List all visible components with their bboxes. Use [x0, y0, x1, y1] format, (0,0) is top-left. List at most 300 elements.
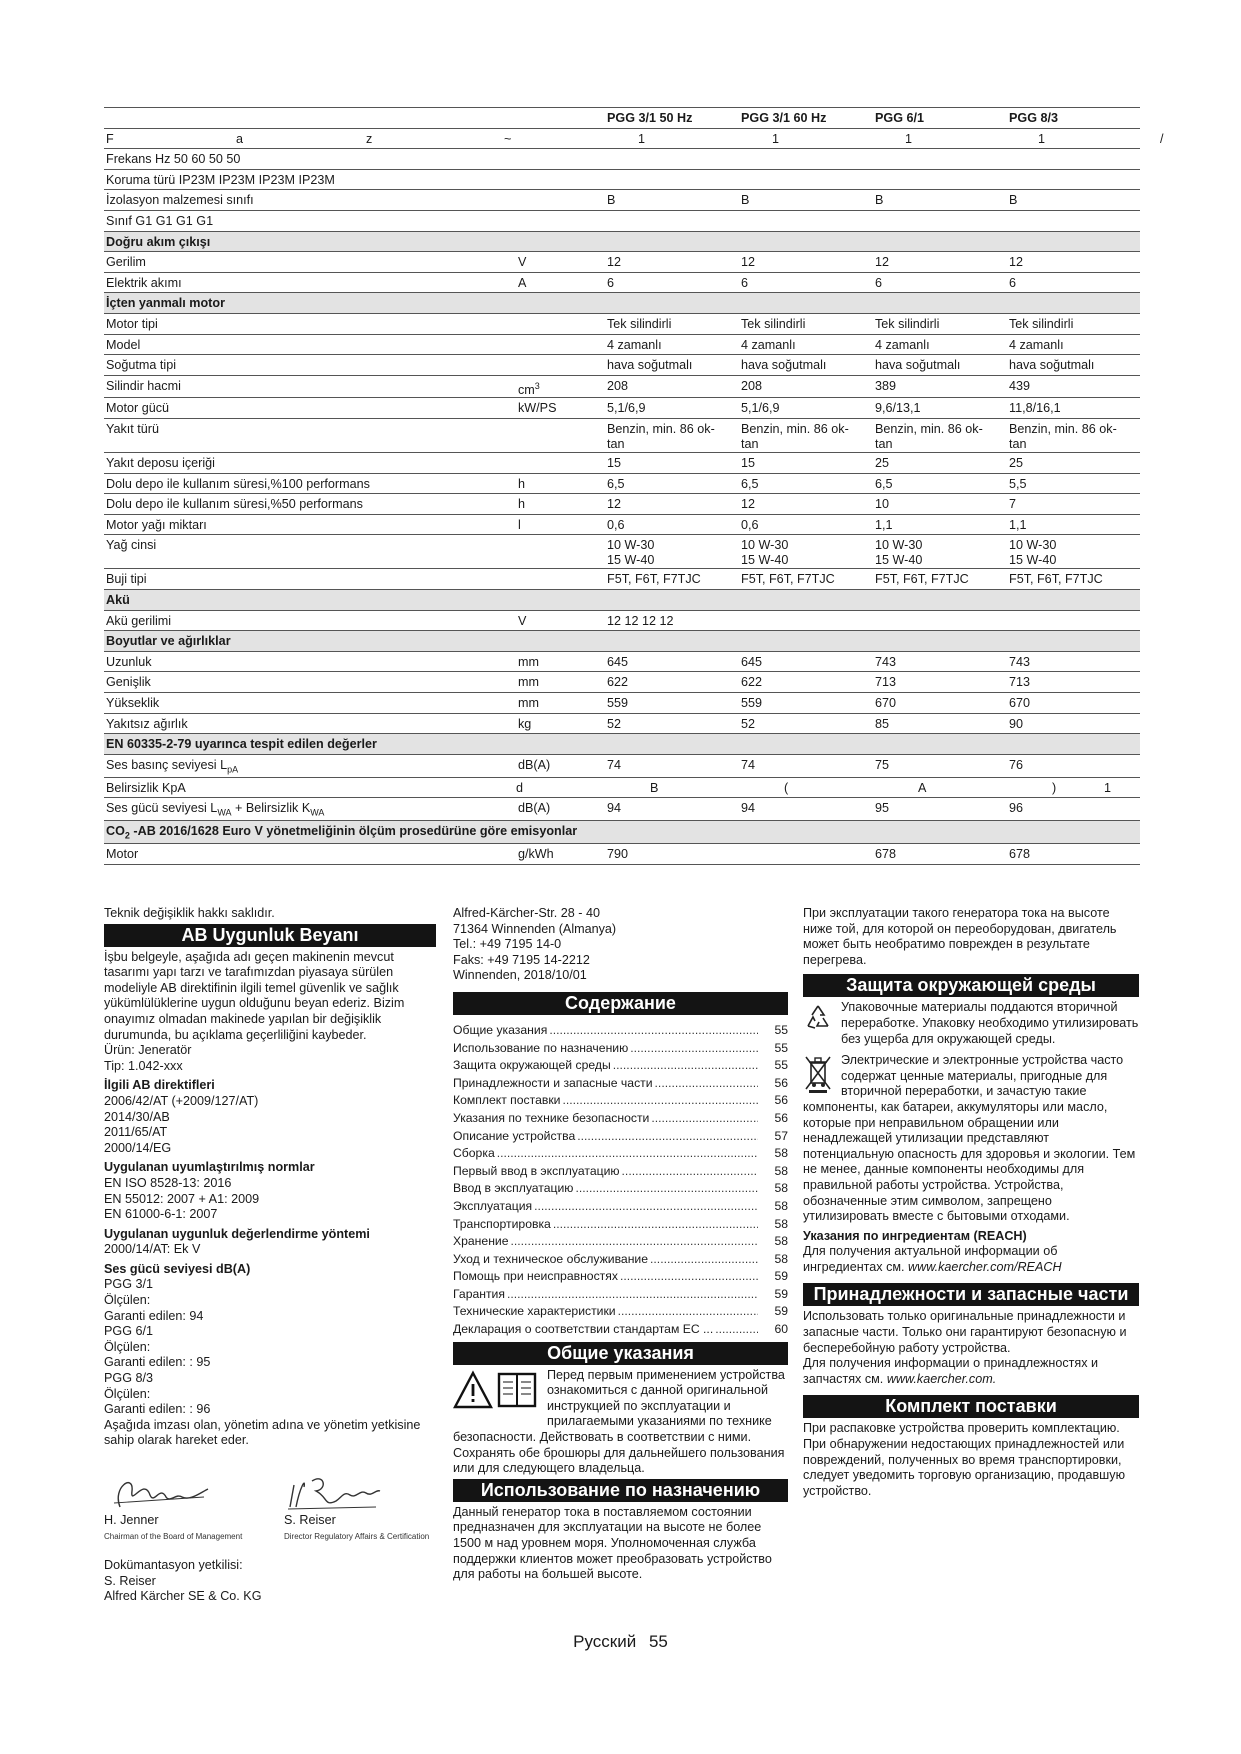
spec-header-row — [104, 108, 1140, 129]
toc-entry[interactable] — [453, 1162, 788, 1180]
spec-value: 25 — [1007, 453, 1140, 474]
accessories-link[interactable]: www.kaercher.com. — [886, 1371, 997, 1386]
spec-row — [104, 453, 1140, 474]
toc-page: 55 — [774, 1022, 788, 1037]
spec-section-row — [104, 734, 1140, 755]
spec-value: 52 — [605, 713, 739, 734]
spec-unit: g/kWh — [516, 844, 605, 865]
accessories-text-2-body: Для получения информации о принадлежностях и запчастях см. — [803, 1356, 1099, 1386]
spec-unit: kW/PS — [516, 398, 605, 419]
directives-list — [104, 1094, 436, 1156]
spec-label: Motor tipi — [104, 313, 516, 334]
spec-value: 7 — [1007, 494, 1140, 515]
spec-label: Motor — [104, 844, 516, 865]
spec-row — [104, 777, 1140, 798]
spec-value: 1,1 — [873, 514, 1007, 535]
spec-fragment: Belirsizlik KpA — [106, 780, 186, 795]
spec-header-cell: PGG 8/3 — [1007, 108, 1140, 129]
spec-label: Akü gerilimi — [104, 610, 516, 631]
accessories-text-2 — [803, 1356, 1139, 1387]
spec-label: Model — [104, 334, 516, 355]
sound-line: Ölçülen: — [104, 1293, 151, 1308]
spec-value: 96 — [1007, 798, 1140, 821]
spec-label: Genişlik — [104, 672, 516, 693]
spec-row — [104, 692, 1140, 713]
toc-label: Транспортировка — [453, 1216, 551, 1231]
general-text-2: Сохранять обе брошюры для дальнейшего пользования или для следующего владельца. — [453, 1445, 785, 1476]
spec-value: 645 — [605, 651, 739, 672]
spec-value: 743 — [1007, 651, 1140, 672]
spec-value: 5,1/6,9 — [739, 398, 873, 419]
spec-fragment: ( — [784, 780, 789, 795]
spec-value: 74 — [739, 754, 873, 777]
toc-entry[interactable] — [453, 1215, 788, 1233]
toc-page: 59 — [774, 1269, 788, 1284]
toc-label: Технические характеристики — [453, 1304, 616, 1319]
table-of-contents — [453, 1021, 788, 1338]
toc-label: Помощь при неисправностях — [453, 1269, 618, 1284]
spec-value — [873, 610, 1007, 631]
spec-header-cell: PGG 3/1 50 Hz — [605, 108, 739, 129]
spec-fragment: / — [1160, 131, 1164, 146]
spec-value: Tek silindirli — [739, 313, 873, 334]
spec-value — [739, 844, 873, 865]
reach-title: Указания по ингредиентам (REACH) — [803, 1228, 1027, 1243]
section-title-contents: Содержание — [453, 992, 788, 1015]
toc-label: Комплект поставки — [453, 1093, 561, 1108]
spec-label: Elektrik akımı — [104, 272, 516, 293]
spec-value: 4 zamanlı — [873, 334, 1007, 355]
spec-label: Yakıt türü — [104, 419, 516, 453]
spec-unit: mm — [516, 672, 605, 693]
toc-label: Использование по назначению — [453, 1040, 629, 1055]
toc-page: 55 — [774, 1040, 788, 1055]
sound-title: Ses gücü seviyesi dB(A) — [104, 1261, 251, 1276]
spec-value: 10 W-30 15 W-40 — [739, 535, 873, 569]
spec-value — [1007, 210, 1140, 231]
recycling-icon — [803, 1002, 833, 1032]
spec-label: Soğutma tipi — [104, 355, 516, 376]
spec-row — [104, 128, 1140, 149]
spec-header-cell — [516, 108, 605, 129]
spec-value: 10 — [873, 494, 1007, 515]
signer2-name: S. Reiser — [284, 1513, 336, 1527]
spec-value — [1007, 169, 1140, 190]
spec-value: B — [1007, 190, 1140, 211]
column-contents — [453, 906, 788, 1583]
toc-leader — [577, 1129, 758, 1145]
toc-entry[interactable] — [453, 1197, 788, 1215]
spec-value: 6 — [739, 272, 873, 293]
general-text: Перед первым применением устройства ознакомиться с данной оригинальной инструкцией по эксплуатации и прилагаемыми указаниями по технике безопасности. Действовать в соответствии с ними. — [453, 1367, 785, 1445]
directive-item: 2011/65/AT — [104, 1125, 168, 1140]
spec-value: 4 zamanlı — [605, 334, 739, 355]
spec-value: 75 — [873, 754, 1007, 777]
spec-value: 25 — [873, 453, 1007, 474]
spec-value: 15 — [605, 453, 739, 474]
spec-value: 743 — [873, 651, 1007, 672]
toc-entry[interactable] — [453, 1179, 788, 1197]
spec-value: 670 — [1007, 692, 1140, 713]
toc-page: 58 — [774, 1216, 788, 1231]
directive-item: 2000/14/EG — [104, 1140, 172, 1155]
spec-value — [873, 210, 1007, 231]
footer-page-number: 55 — [648, 1632, 668, 1651]
norm-item: EN ISO 8528-13: 2016 — [104, 1175, 232, 1190]
spec-row — [104, 375, 1140, 398]
spec-section-row — [104, 293, 1140, 314]
reach-link[interactable]: www.kaercher.com/REACH — [908, 1259, 1062, 1274]
spec-label: Yükseklik — [104, 692, 516, 713]
toc-entry[interactable] — [453, 1267, 788, 1285]
section-title-eu-declaration: AB Uygunluk Beyanı — [104, 924, 436, 947]
toc-entry[interactable] — [453, 1039, 788, 1057]
spec-value: F5T, F6T, F7TJC — [873, 569, 1007, 590]
spec-label: Motor yağı miktarı — [104, 514, 516, 535]
spec-table — [104, 107, 1164, 865]
spec-value: 74 — [605, 754, 739, 777]
spec-value: Benzin, min. 86 ok- tan — [739, 419, 873, 453]
toc-leader — [620, 1269, 758, 1285]
spec-value: hava soğutmalı — [739, 355, 873, 376]
spec-section-row — [104, 821, 1140, 844]
spec-unit — [516, 355, 605, 376]
spec-value: hava soğutmalı — [873, 355, 1007, 376]
toc-label: Общие указания — [453, 1022, 548, 1037]
spec-value: B — [739, 190, 873, 211]
spec-unit: h — [516, 494, 605, 515]
spec-value: F5T, F6T, F7TJC — [1007, 569, 1140, 590]
spec-value: 11,8/16,1 — [1007, 398, 1140, 419]
spec-value: 15 — [739, 453, 873, 474]
spec-value: 790 — [605, 844, 739, 865]
spec-row — [104, 272, 1140, 293]
spec-row — [104, 844, 1140, 865]
spec-value: 12 — [1007, 252, 1140, 273]
spec-row — [104, 494, 1140, 515]
section-title-environment: Защита окружающей среды — [803, 974, 1139, 997]
spec-row — [104, 672, 1140, 693]
toc-leader — [655, 1076, 758, 1092]
signer1-role: Chairman of the Board of Management — [104, 1531, 243, 1541]
spec-value: 559 — [605, 692, 739, 713]
toc-label: Гарантия — [453, 1286, 505, 1301]
spec-header-cell: PGG 3/1 60 Hz — [739, 108, 873, 129]
spec-row — [104, 190, 1140, 211]
toc-label: Хранение — [453, 1234, 509, 1249]
recycling-icon-wrap — [803, 1002, 833, 1037]
norms-list — [104, 1176, 436, 1223]
toc-label: Принадлежности и запасные части — [453, 1075, 653, 1090]
toc-entry[interactable] — [453, 1232, 788, 1250]
spec-value — [873, 169, 1007, 190]
spec-row — [104, 334, 1140, 355]
weee-icon-wrap — [803, 1053, 833, 1098]
toc-entry[interactable] — [453, 1285, 788, 1303]
spec-fragment: A — [918, 780, 927, 795]
column-environment — [803, 906, 1139, 1499]
spec-label: Motor gücü — [104, 398, 516, 419]
spec-value: 52 — [739, 713, 873, 734]
spec-unit — [516, 210, 605, 231]
toc-entry[interactable] — [453, 1021, 788, 1039]
type-line: Tip: 1.042-xxx — [104, 1058, 183, 1073]
spec-value — [739, 210, 873, 231]
spec-unit: $cm^3$ — [516, 375, 605, 398]
toc-label: Первый ввод в эксплуатацию — [453, 1163, 620, 1178]
spec-value — [873, 149, 1007, 170]
signer2-role: Director Regulatory Affairs & Certification — [284, 1531, 430, 1541]
address-line: 71364 Winnenden (Almanya) — [453, 921, 617, 936]
spec-label: Ses gücü seviyesi $L_{WA}$ + Belirsizlik $K_{WA}$ — [104, 798, 516, 821]
spec-value: 678 — [1007, 844, 1140, 865]
toc-leader — [618, 1304, 758, 1320]
spec-label: Yakıtsız ağırlık — [104, 713, 516, 734]
toc-leader — [497, 1146, 758, 1162]
spec-unit — [516, 569, 605, 590]
toc-entry[interactable] — [453, 1074, 788, 1092]
spec-label: Dolu depo ile kullanım süresi,%50 performans — [104, 494, 516, 515]
method-value: 2000/14/AT: Ek V — [104, 1242, 201, 1257]
spec-label: Silindir hacmi — [104, 375, 516, 398]
column-declaration — [104, 906, 436, 1605]
norms-title: Uygulanan uyumlaştırılmış normlar — [104, 1160, 315, 1175]
spec-fragment: F — [106, 131, 114, 146]
spec-value: F5T, F6T, F7TJC — [739, 569, 873, 590]
address-line: Alfred-Kärcher-Str. 28 - 40 — [453, 906, 600, 920]
spec-value: 10 W-30 15 W-40 — [873, 535, 1007, 569]
spec-label: İzolasyon malzemesi sınıfı — [104, 190, 516, 211]
spec-row — [104, 651, 1140, 672]
spec-value: 10 W-30 15 W-40 — [605, 535, 739, 569]
reach-text-body: Для получения актуальной информации об ингредиентах см. — [803, 1244, 1058, 1274]
spec-unit: dB(A) — [516, 754, 605, 777]
toc-leader — [651, 1111, 758, 1127]
spec-label: Koruma türü IP23M IP23M IP23M IP23M — [104, 169, 516, 190]
spec-value: 12 — [739, 494, 873, 515]
toc-entry[interactable] — [453, 1091, 788, 1109]
toc-entry[interactable] — [453, 1302, 788, 1320]
spec-value: 6,5 — [873, 473, 1007, 494]
spec-value: Benzin, min. 86 ok- tan — [1007, 419, 1140, 453]
altitude-warning-text: При эксплуатации такого генератора тока на высоте ниже той, для которой он переоборудован, двигатель может быть необратимо поврежден в результате перегрева. — [803, 906, 1117, 967]
packaging-text: Упаковочные материалы поддаются вторичной переработке. Упаковку необходимо утилизировать без ущерба для окружающей среды. — [841, 1000, 1139, 1046]
address-block — [453, 906, 788, 984]
spec-unit: mm — [516, 692, 605, 713]
spec-value: 4 zamanlı — [739, 334, 873, 355]
spec-value: Tek silindirli — [605, 313, 739, 334]
spec-value: 9,6/13,1 — [873, 398, 1007, 419]
spec-unit — [516, 453, 605, 474]
toc-page: 58 — [774, 1163, 788, 1178]
spec-row — [104, 473, 1140, 494]
spec-value: 12 — [605, 494, 739, 515]
toc-page: 57 — [774, 1128, 788, 1143]
spec-row — [104, 149, 1140, 170]
spec-fragment: d — [516, 780, 524, 795]
spec-garbled-cell — [104, 777, 1140, 798]
spec-value: 670 — [873, 692, 1007, 713]
spec-unit: V — [516, 610, 605, 631]
sound-line: PGG 6/1 — [104, 1324, 153, 1339]
toc-page: 58 — [774, 1251, 788, 1266]
spec-section-title: $CO_2$ -AB 2016/1628 Euro V yönetmeliğinin ölçüm prosedürüne göre emisyonlar — [104, 821, 1140, 844]
toc-page: 55 — [774, 1058, 788, 1073]
address-line: Faks: +49 7195 14-2212 — [453, 952, 590, 967]
toc-entry[interactable] — [453, 1127, 788, 1145]
accessories-text: Использовать только оригинальные принадлежности и запасные части. Только они гарантируют безопасную и бесперебойную работу устройства. — [803, 1309, 1127, 1355]
spec-section-title: Boyutlar ve ağırlıklar — [104, 631, 1140, 652]
spec-fragment: ~ — [504, 131, 512, 146]
spec-value: hava soğutmalı — [1007, 355, 1140, 376]
declaration-intro: İşbu belgeyle, aşağıda adı geçen makinenin mevcut tasarımı yapı tarzı ve tarafımızdan piyasaya sürülen modeliyle AB direktifinin ilgili temel güvenlik ve sağlık yükümlülüklerine uygun olduğunu beyan ederiz. Bizim onayımız olmadan makinede yapılan bir değişiklik durumunda, bu açıklama geçerliliğini kaybeder. — [104, 949, 405, 1042]
spec-value: 6 — [1007, 272, 1140, 293]
spec-unit — [516, 313, 605, 334]
spec-value: B — [605, 190, 739, 211]
toc-page: 60 — [774, 1322, 788, 1337]
section-title-delivery: Комплект поставки — [803, 1395, 1139, 1418]
toc-leader — [650, 1252, 758, 1268]
product-line: Ürün: Jeneratör — [104, 1043, 192, 1058]
signer1-name: H. Jenner — [104, 1513, 159, 1527]
footer-language: Русский — [573, 1632, 637, 1651]
doc-line: Alfred Kärcher SE & Co. KG — [104, 1589, 262, 1604]
spec-fragment: a — [236, 131, 244, 146]
toc-entry[interactable] — [453, 1109, 788, 1127]
spec-garbled-cell — [104, 128, 1164, 149]
signature-reiser — [284, 1467, 434, 1544]
spec-fragment: 1 — [1038, 131, 1046, 146]
spec-label: Uzunluk — [104, 651, 516, 672]
crossed-bin-icon — [803, 1053, 833, 1093]
spec-row — [104, 713, 1140, 734]
toc-entry[interactable] — [453, 1250, 788, 1268]
spec-fragment: 1 — [638, 131, 646, 146]
delivery-text: При распаковке устройства проверить комплектацию. При обнаружении недостающих принадлежностей или повреждений, полученных во время транспортировки, следует уведомить торговую организацию, продавшую устройство. — [803, 1421, 1126, 1498]
doc-line: S. Reiser — [104, 1573, 156, 1588]
toc-page: 56 — [774, 1075, 788, 1090]
spec-section-title: İçten yanmalı motor — [104, 293, 1140, 314]
toc-label: Ввод в эксплуатацию — [453, 1181, 574, 1196]
spec-row — [104, 798, 1140, 821]
toc-page: 59 — [774, 1286, 788, 1301]
spec-unit — [516, 334, 605, 355]
spec-label: Ses basınç seviyesi $L_{pA}$ — [104, 754, 516, 777]
spec-value: 559 — [739, 692, 873, 713]
sound-line: Garanti edilen: 94 — [104, 1308, 204, 1323]
toc-page: 56 — [774, 1110, 788, 1125]
spec-value: 208 — [739, 375, 873, 398]
spec-fragment: 1 — [772, 131, 780, 146]
sound-line: Ölçülen: — [104, 1339, 151, 1354]
spec-label: Gerilim — [104, 252, 516, 273]
tech-change-note: Teknik değişiklik hakkı saklıdır. — [104, 906, 275, 920]
toc-leader — [511, 1234, 758, 1250]
spec-value: 622 — [605, 672, 739, 693]
spec-section-row — [104, 231, 1140, 252]
spec-unit — [516, 169, 605, 190]
toc-leader — [630, 1041, 758, 1057]
spec-value: 713 — [873, 672, 1007, 693]
spec-section-row — [104, 631, 1140, 652]
spec-value: 4 zamanlı — [1007, 334, 1140, 355]
toc-label: Уход и техническое обслуживание — [453, 1251, 649, 1266]
spec-fragment: z — [366, 131, 373, 146]
toc-entry[interactable] — [453, 1320, 788, 1338]
spec-value: 10 W-30 15 W-40 — [1007, 535, 1140, 569]
warning-manual-icons — [453, 1370, 539, 1415]
intended-use-text: Данный генератор тока в поставляемом состоянии предназначен для эксплуатации на высоте не более 1500 м над уровнем моря. Уполномоченная служба поддержки клиентов может преобразовать устройство для работы на большей высоте. — [453, 1504, 772, 1582]
spec-unit — [516, 190, 605, 211]
spec-fragment: ) — [1052, 780, 1057, 795]
toc-leader — [563, 1093, 759, 1109]
section-title-accessories: Принадлежности и запасные части — [803, 1283, 1139, 1306]
section-title-intended-use: Использование по назначению — [453, 1479, 788, 1502]
spec-row — [104, 535, 1140, 569]
sound-line: PGG 8/3 — [104, 1371, 153, 1386]
spec-row — [104, 169, 1140, 190]
sound-line: Garanti edilen: : 96 — [104, 1402, 211, 1417]
section-title-general: Общие указания — [453, 1342, 788, 1365]
spec-value: 0,6 — [739, 514, 873, 535]
doc-responsible-lines — [104, 1574, 436, 1605]
spec-section-title: Akü — [104, 589, 1140, 610]
toc-page: 58 — [774, 1146, 788, 1161]
toc-label: Декларация о соответствии стандартам ЕС ... — [453, 1322, 714, 1337]
spec-value: 94 — [605, 798, 739, 821]
spec-value: Benzin, min. 86 ok- tan — [605, 419, 739, 453]
spec-value: 6,5 — [605, 473, 739, 494]
spec-fragment: B — [650, 780, 659, 795]
toc-leader — [715, 1322, 758, 1338]
electronics-text: Электрические и электронные устройства часто содержат ценные материалы, пригодные для вторичной переработки, и зачастую такие компоненты, как батареи, аккумуляторы или масло, которые при неправильном обращении или ненадлежащей утилизации представляют потенциальную опасность для здоровья и экологии. Тем не менее, данные компоненты необходимы для правильной работы устройства. Устройства, обозначенные этим символом, запрещено утилизировать вместе с бытовыми отходами. — [803, 1053, 1136, 1224]
spec-unit: dB(A) — [516, 798, 605, 821]
spec-value: 208 — [605, 375, 739, 398]
spec-section-row — [104, 589, 1140, 610]
spec-value: 678 — [873, 844, 1007, 865]
toc-entry[interactable] — [453, 1056, 788, 1074]
spec-value: F5T, F6T, F7TJC — [605, 569, 739, 590]
spec-row — [104, 210, 1140, 231]
spec-value — [605, 210, 739, 231]
spec-value — [1007, 149, 1140, 170]
toc-label: Сборка — [453, 1146, 495, 1161]
spec-label: Frekans Hz 50 60 50 50 — [104, 149, 516, 170]
spec-value — [605, 169, 739, 190]
spec-label: Sınıf G1 G1 G1 G1 — [104, 210, 516, 231]
doc-responsible-title: Dokümantasyon yetkilisi: — [104, 1558, 243, 1573]
spec-unit — [516, 149, 605, 170]
toc-entry[interactable] — [453, 1144, 788, 1162]
spec-section-title: EN 60335-2-79 uyarınca tespit edilen değerler — [104, 734, 1140, 755]
spec-unit: l — [516, 514, 605, 535]
spec-unit: V — [516, 252, 605, 273]
spec-value: 645 — [739, 651, 873, 672]
norm-item: EN 61000-6-1: 2007 — [104, 1207, 218, 1222]
spec-value: 12 — [873, 252, 1007, 273]
spec-value — [739, 149, 873, 170]
spec-label: Buji tipi — [104, 569, 516, 590]
address-line: Winnenden, 2018/10/01 — [453, 968, 587, 983]
toc-label: Описание устройства — [453, 1128, 576, 1143]
toc-label: Защита окружающей среды — [453, 1058, 611, 1073]
spec-header-cell: PGG 6/1 — [873, 108, 1007, 129]
sound-line: Ölçülen: — [104, 1386, 151, 1401]
spec-value: 95 — [873, 798, 1007, 821]
spec-value: hava soğutmalı — [605, 355, 739, 376]
toc-label: Указания по технике безопасности — [453, 1110, 650, 1125]
toc-leader — [534, 1199, 758, 1215]
